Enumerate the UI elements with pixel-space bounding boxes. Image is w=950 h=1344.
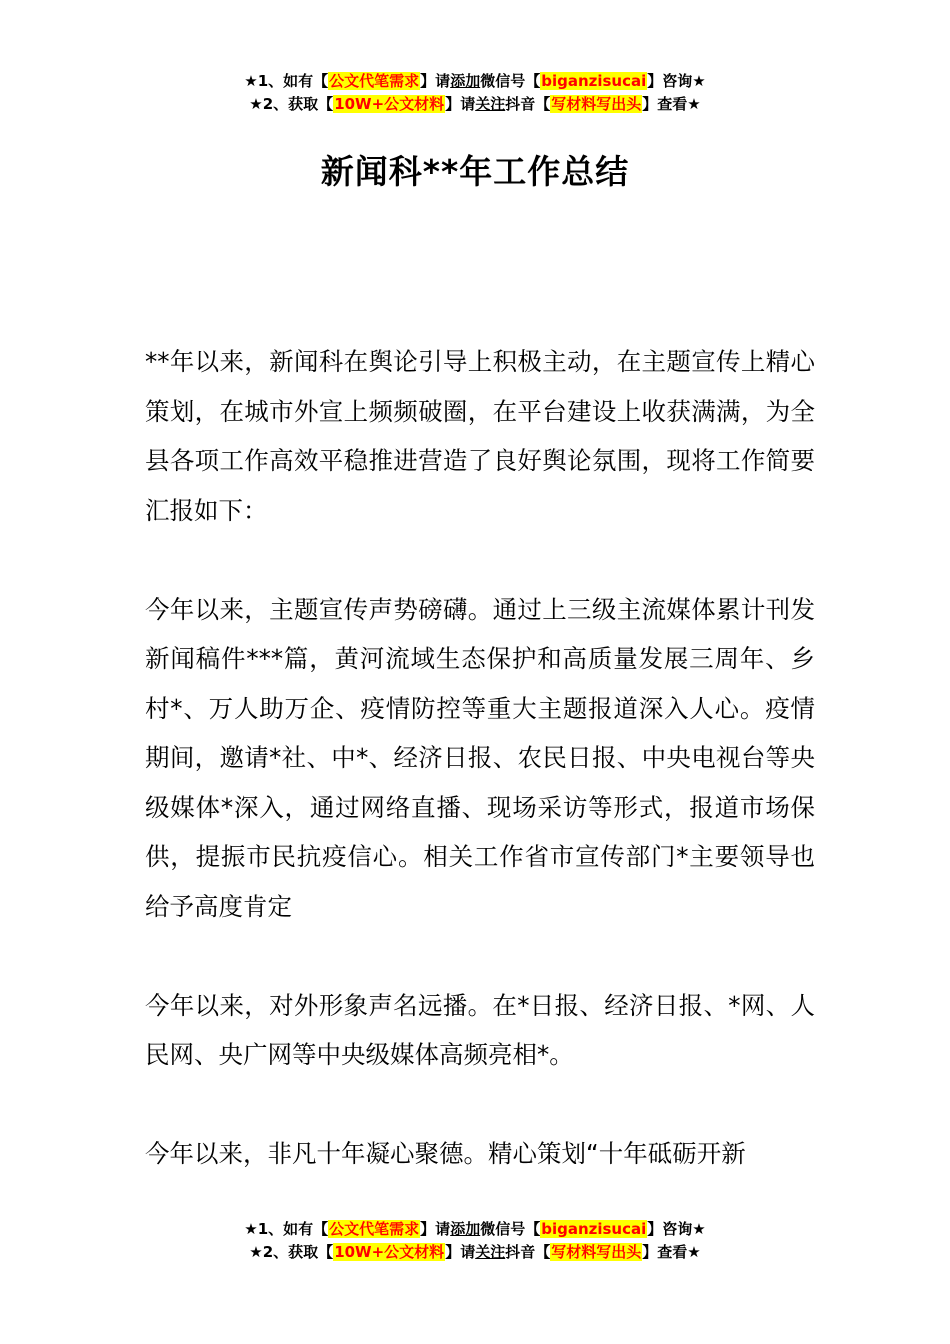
promo-text: 】查看★ (642, 95, 701, 113)
promo-line-2 (0, 1241, 950, 1264)
promo-underline: 关注 (475, 95, 506, 113)
promo-line-1 (0, 70, 950, 93)
promo-highlight-wechat: biganzisucai (541, 1220, 647, 1238)
promo-text: 】咨询★ (647, 1220, 706, 1238)
paragraph-external-image: 今年以来，对外形象声名远播。在*日报、经济日报、*网、人民网、央广网等中央级媒体高频亮相*。 (145, 990, 815, 1069)
promo-text: 】请 (445, 95, 476, 113)
promo-highlight-materials: 10W+公文材料 (334, 1243, 445, 1261)
promo-highlight-service: 公文代笔需求 (329, 1220, 420, 1238)
promo-text: 】请 (420, 72, 451, 90)
promo-text: 】请 (445, 1243, 476, 1261)
promo-highlight-materials: 10W+公文材料 (334, 95, 445, 113)
promo-line-1 (0, 1218, 950, 1241)
top-promo-banner (0, 70, 950, 116)
promo-text: 】请 (420, 1220, 451, 1238)
paragraph-theme-publicity: 今年以来，主题宣传声势磅礴。通过上三级主流媒体累计刊发新闻稿件***篇，黄河流域生态保护和高质量发展三周年、乡村*、万人助万企、疫情防控等重大主题报道深入人心。疫情期间，邀请*社、中*、经济日报、农民日报、中央电视台等央级媒体*深入，通过网络直播、现场采访等形式，报道市场保供，提振市民抗疫信心。相关工作省市宣传部门*主要领导也给予高度肯定 (145, 594, 815, 921)
promo-text: 微信号【 (480, 1220, 541, 1238)
paragraph-intro: **年以来，新闻科在舆论引导上积极主动，在主题宣传上精心策划，在城市外宣上频频破圈，在平台建设上收获满满，为全县各项工作高效平稳推进营造了良好舆论氛围，现将工作简要汇报如下： (145, 347, 815, 525)
paragraph-decade: 今年以来，非凡十年凝心聚德。精心策划“十年砥砺开新 (145, 1139, 746, 1168)
promo-text: 】咨询★ (647, 72, 706, 90)
promo-text: ★1、如有【 (244, 1220, 329, 1238)
bottom-promo-banner (0, 1218, 950, 1264)
promo-text: 微信号【 (480, 72, 541, 90)
document-body (145, 337, 815, 1228)
promo-line-2 (0, 93, 950, 116)
promo-highlight-wechat: biganzisucai (541, 72, 647, 90)
promo-underline: 添加 (450, 1220, 481, 1238)
promo-highlight-douyin: 写材料写出头 (551, 95, 642, 113)
promo-text: ★2、获取【 (249, 95, 334, 113)
document-title: 新闻科**年工作总结 (320, 152, 630, 191)
promo-text: ★2、获取【 (249, 1243, 334, 1261)
promo-underline: 添加 (450, 72, 481, 90)
promo-text: 抖音【 (505, 95, 551, 113)
promo-highlight-service: 公文代笔需求 (329, 72, 420, 90)
promo-underline: 关注 (475, 1243, 506, 1261)
promo-text: ★1、如有【 (244, 72, 329, 90)
promo-text: 抖音【 (505, 1243, 551, 1261)
promo-text: 】查看★ (642, 1243, 701, 1261)
promo-highlight-douyin: 写材料写出头 (551, 1243, 642, 1261)
